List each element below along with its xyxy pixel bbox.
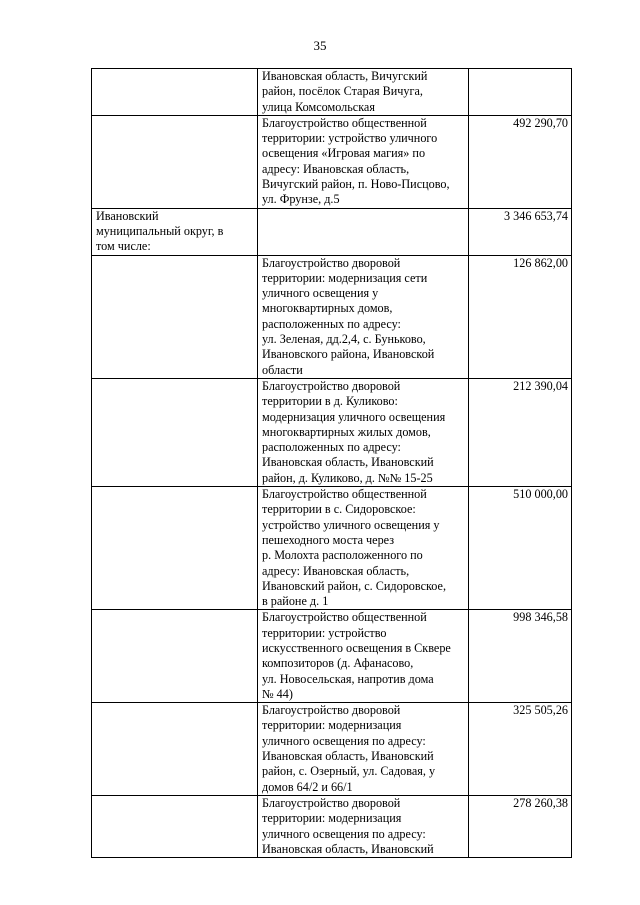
description-line: адресу: Ивановская область,: [262, 161, 410, 176]
description-cell: [258, 115, 469, 208]
table-row: [92, 255, 572, 378]
municipality-line: том числе:: [96, 239, 151, 254]
description-line: Благоустройство дворовой: [262, 378, 401, 393]
table-row: [92, 795, 572, 857]
description-line: территории: устройство уличного: [262, 131, 438, 146]
description-line: Благоустройство дворовой: [262, 703, 401, 718]
description-line: композиторов (д. Афанасово,: [262, 656, 414, 671]
description-line: территории в с. Сидоровское:: [262, 502, 416, 517]
description-cell: [258, 795, 469, 857]
description-line: уличного освещения у: [262, 286, 379, 301]
description-line: Благоустройство общественной: [262, 610, 427, 625]
amount-value: 492 290,70: [513, 115, 568, 130]
description-line: расположенных по адресу:: [262, 316, 401, 331]
description-line: освещения «Игровая магия» по: [262, 146, 426, 161]
amount-value: 510 000,00: [513, 487, 568, 502]
description-line: устройство уличного освещения у: [262, 517, 440, 532]
description-line: Ивановский район, с. Сидоровское,: [262, 578, 446, 593]
description-line: ул. Зеленая, дд.2,4, с. Буньково,: [262, 332, 426, 347]
description-line: район, д. Куликово, д. №№ 15-25: [262, 470, 433, 485]
table-row: [92, 69, 572, 116]
amount-cell: [469, 208, 572, 255]
description-cell: [258, 487, 469, 610]
amount-cell: [469, 610, 572, 703]
municipality-cell: [92, 69, 258, 116]
description-line: территории в д. Куликово:: [262, 394, 398, 409]
municipality-cell: [92, 378, 258, 486]
description-line: уличного освещения по адресу:: [262, 733, 426, 748]
description-line: Благоустройство дворовой: [262, 255, 401, 270]
amount-value: 3 346 653,74: [504, 208, 568, 223]
description-cell: [258, 378, 469, 486]
description-line: области: [262, 362, 303, 377]
amount-value: 278 260,38: [513, 795, 568, 810]
description-line: пешеходного моста через: [262, 532, 395, 547]
municipality-cell: [92, 610, 258, 703]
description-cell: [258, 208, 469, 255]
amount-value: 325 505,26: [513, 703, 568, 718]
description-line: Ивановская область, Ивановский: [262, 841, 434, 856]
description-line: Вичугский район, п. Ново-Писцово,: [262, 177, 450, 192]
description-line: Ивановская область, Ивановский: [262, 749, 434, 764]
description-line: Благоустройство дворовой: [262, 795, 401, 810]
table-row: [92, 208, 572, 255]
municipality-cell: [92, 487, 258, 610]
description-line: модернизация уличного освещения: [262, 409, 446, 424]
description-line: искусственного освещения в Сквере: [262, 640, 451, 655]
municipality-cell: [92, 208, 258, 255]
description-line: Ивановского района, Ивановской: [262, 347, 435, 362]
amount-cell: [469, 255, 572, 378]
description-cell: [258, 610, 469, 703]
description-line: ул. Фрунзе, д.5: [262, 192, 340, 207]
amount-cell: [469, 703, 572, 796]
description-line: № 44): [262, 686, 293, 701]
description-line: территории: модернизация сети: [262, 270, 428, 285]
amount-cell: [469, 115, 572, 208]
amount-value: 998 346,58: [513, 610, 568, 625]
page-number: 35: [313, 38, 327, 53]
description-line: в районе д. 1: [262, 594, 329, 609]
description-line: улица Комсомольская: [262, 99, 375, 114]
description-line: район, посёлок Старая Вичуга,: [262, 84, 423, 99]
municipality-cell: [92, 795, 258, 857]
description-line: Ивановская область, Ивановский: [262, 455, 434, 470]
amount-cell: [469, 378, 572, 486]
table-body: [92, 69, 572, 858]
description-line: домов 64/2 и 66/1: [262, 779, 353, 794]
amount-value: 126 862,00: [513, 255, 568, 270]
municipality-line: муниципальный округ, в: [96, 223, 224, 238]
amount-cell: [469, 795, 572, 857]
description-line: территории: модернизация: [262, 718, 402, 733]
description-cell: [258, 703, 469, 796]
municipality-cell: [92, 115, 258, 208]
table-row: [92, 487, 572, 610]
description-line: Благоустройство общественной: [262, 115, 427, 130]
description-line: расположенных по адресу:: [262, 440, 401, 455]
amount-value: 212 390,04: [513, 378, 568, 393]
description-line: р. Молохта расположенного по: [262, 548, 423, 563]
description-line: Благоустройство общественной: [262, 487, 427, 502]
amount-cell: [469, 69, 572, 116]
description-line: многоквартирных домов,: [262, 301, 393, 316]
table-row: [92, 703, 572, 796]
description-line: Ивановская область, Вичугский: [262, 69, 428, 83]
municipality-cell: [92, 703, 258, 796]
table-row: [92, 115, 572, 208]
municipality-line: Ивановский: [96, 208, 159, 223]
funding-table: [91, 68, 572, 858]
description-line: территории: устройство: [262, 625, 387, 640]
municipality-cell: [92, 255, 258, 378]
description-line: адресу: Ивановская область,: [262, 563, 410, 578]
description-cell: [258, 69, 469, 116]
description-line: территории: модернизация: [262, 811, 402, 826]
description-line: ул. Новосельская, напротив дома: [262, 671, 434, 686]
amount-cell: [469, 487, 572, 610]
description-line: район, с. Озерный, ул. Садовая, у: [262, 764, 436, 779]
table-row: [92, 610, 572, 703]
table-row: [92, 378, 572, 486]
description-line: уличного освещения по адресу:: [262, 826, 426, 841]
description-cell: [258, 255, 469, 378]
description-line: многоквартирных жилых домов,: [262, 424, 431, 439]
